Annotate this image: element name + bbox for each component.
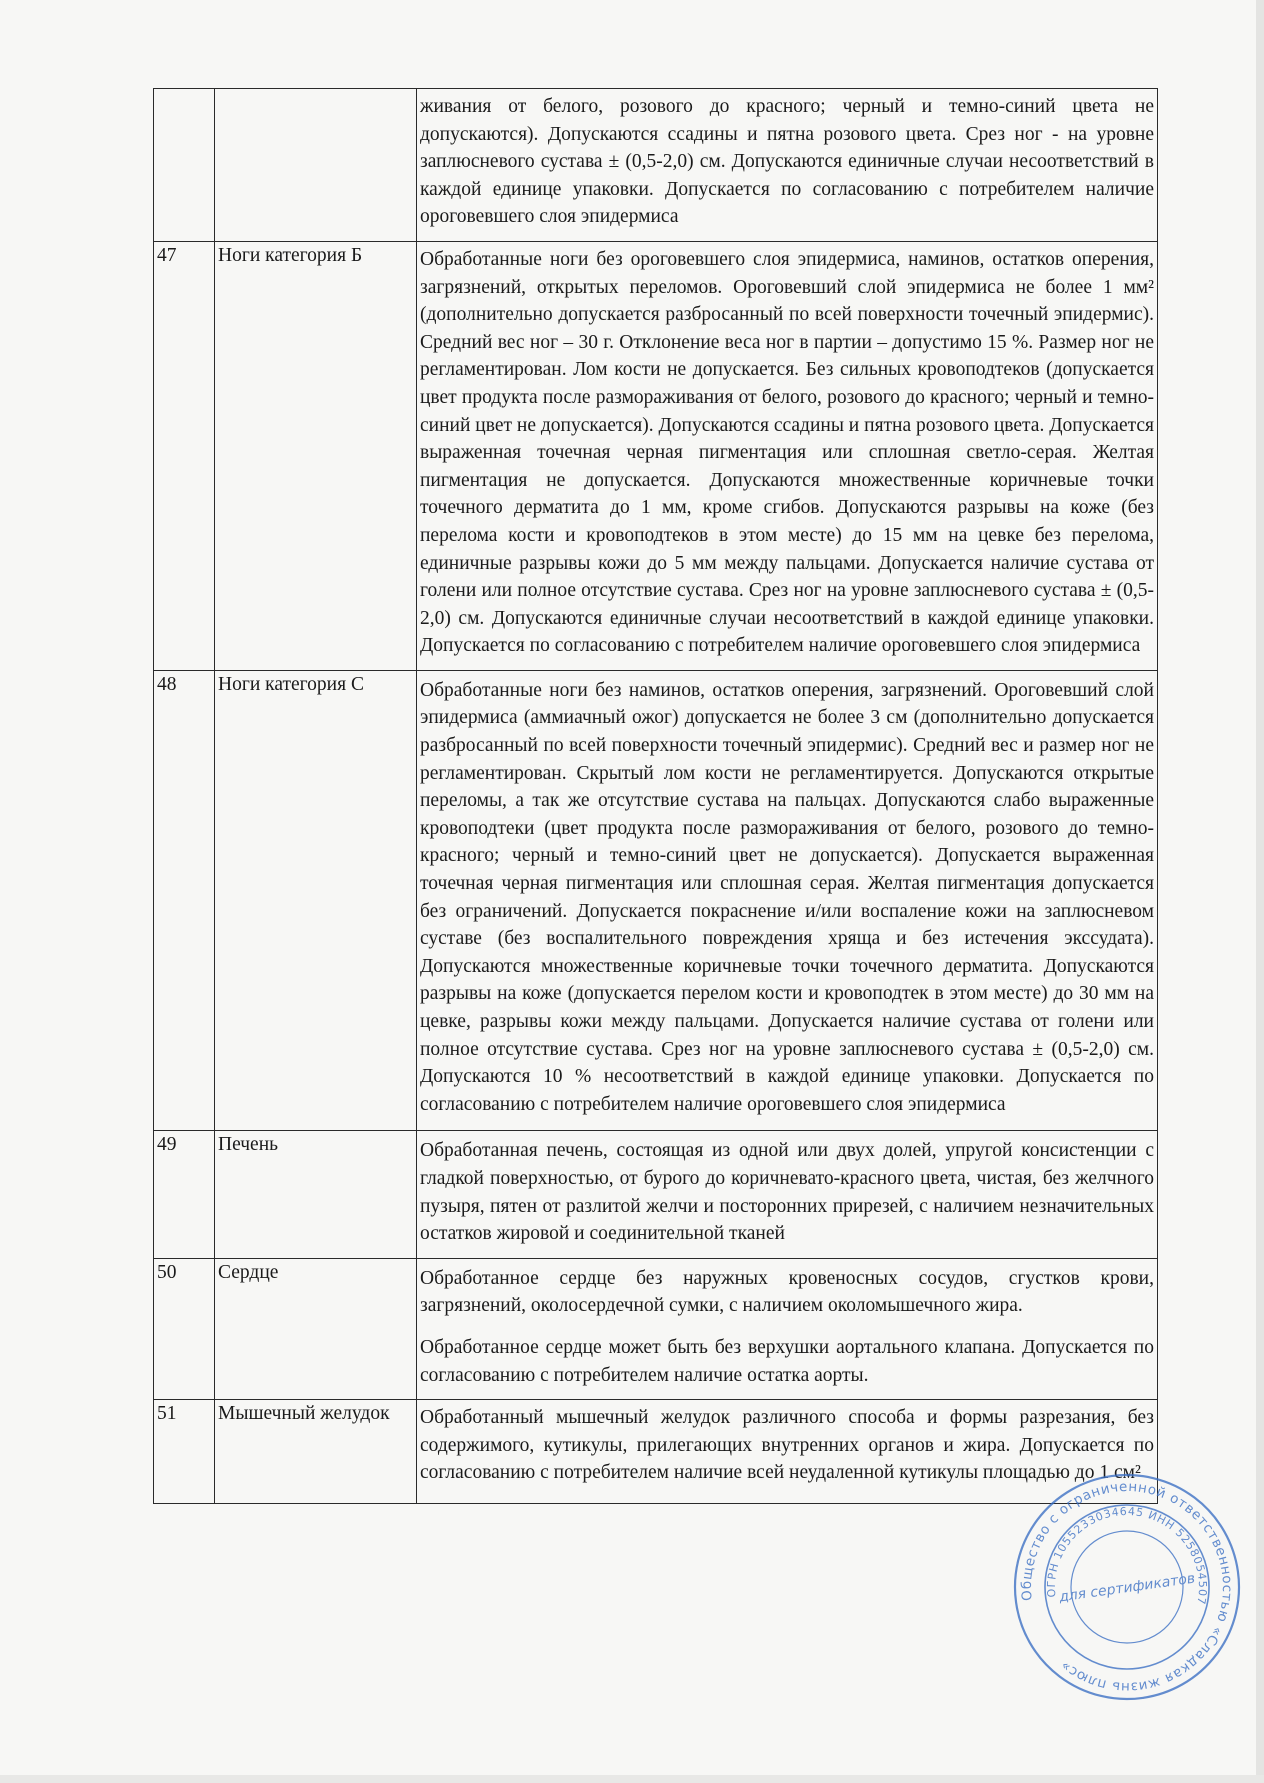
product-description	[417, 89, 1158, 242]
description-paragraph: Обработанные ноги без наминов, остатков оперения, загрязнений. Ороговевший слой эпидермиса (аммиачный ожог) допускается не более 3 см (дополнительно допускается разбросанный по всей поверхности точечный эпидермис). Средний вес и размер ног не регламентирован. Скрытый лом кости не регламентируется. Допускаются открытые переломы, а так же отсутствие сустава на пальцах. Допускаются слабо выраженные кровоподтеки (цвет продукта после размораживания от белого, розового до темно-красного; черный и темно-синий цвет не допускается). Допускается выраженная точечная черная пигментация или сплошная серая. Желтая пигментация допускается без ограничений. Допускается покраснение и/или воспаление кожи на заплюсневом суставе (без воспалительного повреждения хряща и без истечения экссудата). Допускаются множественные коричневые точки точечного дерматита. Допускаются разрывы на коже (допускается перелом кости и кровоподтек в этом месте) до 30 мм на цевке, разрывы кожи между пальцами. Допускается наличие сустава от голени или полное отсутствие сустава. Срез ног на уровне заплюсневого сустава ± (0,5-2,0) см. Допускаются 10 % несоответствий в каждой единице упаковки. Допускается по согласованию с потребителем наличие ороговевшего слоя эпидермиса	[420, 679, 1154, 1115]
specification-table	[153, 88, 1158, 1504]
company-stamp	[1010, 1470, 1244, 1704]
product-name: Ноги категория С	[215, 670, 417, 1131]
product-description	[417, 670, 1158, 1131]
table-row	[154, 89, 1158, 242]
stamp-center-text: для сертификатов	[1058, 1570, 1197, 1606]
row-number: 48	[154, 670, 215, 1131]
product-name: Ноги категория Б	[215, 241, 417, 670]
row-number: 51	[154, 1400, 215, 1504]
page-right-edge	[1256, 0, 1264, 1783]
row-number: 49	[154, 1131, 215, 1258]
page-bottom-edge	[0, 1775, 1264, 1783]
stamp-outer-text: Общество с ограниченной ответственностью «Сладкая жизнь плюс»	[1018, 1478, 1236, 1696]
stamp-inner-text: ОГРН 1055233034645 ИНН 5258054507	[1044, 1504, 1210, 1607]
svg-text:Общество с ограниченной ответс	[1010, 1470, 1244, 1704]
product-name: Мышечный желудок	[215, 1400, 417, 1504]
description-paragraph: Обработанный мышечный желудок различного способа и формы разрезания, без содержимого, кутикулы, прилегающих внутренних органов и жира. Допускается по согласованию с потребителем наличие всей неудаленной кутикулы площадью до 1 см²	[420, 1407, 1154, 1484]
product-name	[215, 89, 417, 242]
description-paragraph: живания от белого, розового до красного; черный и темно-синий цвета не допускаются). Допускаются ссадины и пятна розового цвета. Срез ног - на уровне заплюсневого сустава ± (0,5-2,0) см. Допускаются единичные случаи несоответствий в каждой единице упаковки. Допускается по согласованию с потребителем наличие ороговевшего слоя эпидермиса	[420, 96, 1154, 228]
description-paragraph: Обработанная печень, состоящая из одной или двух долей, упругой консистенции с гладкой поверхностью, от бурого до коричневато-красного цвета, чистая, без желчного пузыря, пятен от разлитой желчи и посторонних прирезей, с наличием незначительных остатков жировой и соединительной тканей	[420, 1140, 1154, 1245]
table-row	[154, 1400, 1158, 1504]
description-paragraph: Обработанное сердце может быть без верхушки аортального клапана. Допускается по согласованию с потребителем наличие остатка аорты.	[420, 1336, 1154, 1386]
product-description	[417, 241, 1158, 670]
product-description	[417, 1400, 1158, 1504]
table-row	[154, 670, 1158, 1131]
stamp-seal-icon	[1010, 1470, 1244, 1704]
description-paragraph: Обработанное сердце без наружных кровеносных сосудов, сгустков крови, загрязнений, околосердечной сумки, с наличием околомышечного жира.	[420, 1267, 1154, 1317]
product-name: Сердце	[215, 1258, 417, 1399]
product-description	[417, 1131, 1158, 1258]
row-number	[154, 89, 215, 242]
description-paragraph: Обработанные ноги без ороговевшего слоя эпидермиса, наминов, остатков оперения, загрязнений, открытых переломов. Ороговевший слой эпидермиса не более 1 мм² (дополнительно допускается разбросанный по всей поверхности точечный эпидермис). Средний вес ног – 30 г. Отклонение веса ног в партии – допустимо 15 %. Размер ног не регламентирован. Лом кости не допускается. Без сильных кровоподтеков (допускается цвет продукта после размораживания от белого, розового до красного; черный и темно-синий цвет не допускается). Допускаются ссадины и пятна розового цвета. Допускается выраженная точечная черная пигментация или сплошная светло-серая. Желтая пигментация не допускается. Допускаются множественные коричневые точки точечного дерматита до 1 мм, кроме сгибов. Допускаются разрывы на коже (без перелома кости и кровоподтеков в этом месте) до 15 мм на цевке без перелома, единичные разрывы кожи до 5 мм между пальцами. Допускается наличие сустава от голени или полное отсутствие сустава. Срез ног на уровне заплюсневого сустава ± (0,5-2,0) см. Допускаются единичные случаи несоответствий в каждой единице упаковки. Допускается по согласованию с потребителем наличие ороговевшего слоя эпидермиса	[420, 248, 1154, 657]
specification-table-body	[154, 89, 1158, 1504]
row-number: 47	[154, 241, 215, 670]
product-description	[417, 1258, 1158, 1399]
row-number: 50	[154, 1258, 215, 1399]
product-name: Печень	[215, 1131, 417, 1258]
svg-text:ОГРН 1055233034645 ИНН 5258054	[1034, 1494, 1212, 1628]
table-row	[154, 1131, 1158, 1258]
table-row	[154, 241, 1158, 670]
table-row	[154, 1258, 1158, 1399]
